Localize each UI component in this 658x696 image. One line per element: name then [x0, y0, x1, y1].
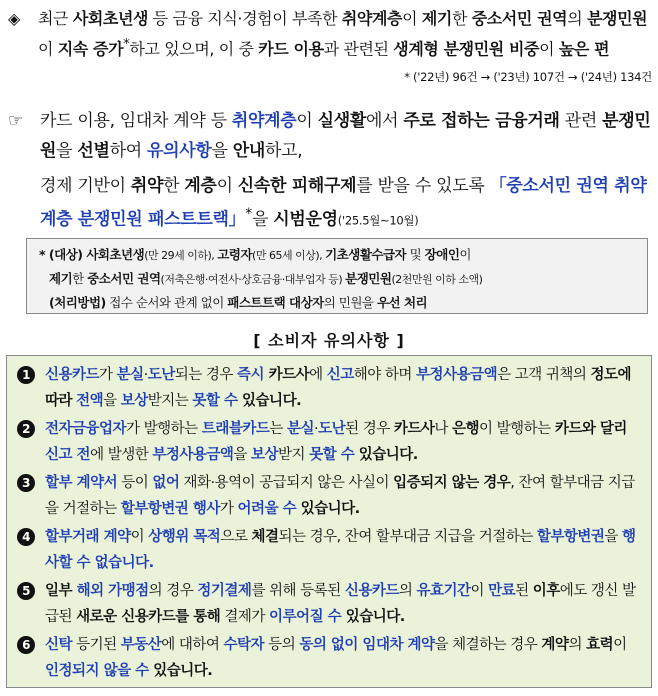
summary-text: 최근 사회초년생 등 금융 지식·경험이 부족한 취약계층이 제기한 중소서민 권역의 분쟁민원이 지속 증가*하고 있으며, 이 중 카드 이용과 관련된 생계형 분쟁민원 비중이 높은 편 * ('22년) 96건 → ('23년) 107건 → ('24년) 134건: [38, 6, 652, 62]
tip-item-3: 3 할부 계약서 등이 없어 재화·용역이 공급되지 않은 사실이 입증되지 않는 경우, 잔여 할부대금 지급을 거절하는 할부항변권 행사가 어려울 수 있습니다.: [15, 470, 643, 522]
note-method-line: (처리방법) 접수 순서와 관계 없이 패스트트랙 대상자의 민원을 우선 처리: [49, 295, 428, 310]
number-badge-icon: 1: [17, 366, 35, 384]
number-badge-icon: 4: [17, 528, 35, 546]
note-target-line: * (대상) 사회초년생(만 29세 이하), 고령자(만 65세 이상), 기초생활수급자 및 장애인이: [39, 247, 471, 262]
stats-footnote: * ('22년) 96건 → ('23년) 107건 → ('24년) 134건: [404, 70, 652, 85]
note-target-line-2: 제기한 중소서민 권역(저축은행·여전사·상호금융·대부업자 등) 분쟁민원(2천만원 이하 소액): [49, 271, 483, 286]
tip-item-2: 2 전자금융업자가 발행하는 트래블카드는 분실·도난된 경우 카드사나 은행이 발행하는 카드와 달리 신고 전에 발생한 부정사용금액을 보상받지 못할 수 있습니다.: [15, 416, 643, 468]
guidance-text: 카드 이용, 임대차 계약 등 취약계층이 실생활에서 주로 접하는 금융거래 관련 분쟁민원을 선별하여 유의사항을 안내하고,: [40, 111, 651, 161]
diamond-bullet-icon: ◈: [8, 9, 20, 28]
tip-item-5: 5 일부 해외 가맹점의 경우 정기결제를 위해 등록된 신용카드의 유효기간이 만료된 이후에도 갱신 발급된 새로운 신용카드를 통해 결제가 이루어질 수 있습니다.: [15, 578, 643, 630]
tip-item-4: 4 할부거래 계약이 상행위 목적으로 체결되는 경우, 잔여 할부대금 지급을 거절하는 할부항변권을 행사할 수 없습니다.: [15, 524, 643, 576]
tip-item-1: 1 신용카드가 분실·도난되는 경우 즉시 카드사에 신고해야 하며 부정사용금액은 고객 귀책의 정도에 따라 전액을 보상받지는 못할 수 있습니다.: [15, 362, 643, 414]
tip-item-6: 6 신탁 등기된 부동산에 대하여 수탁자 등의 동의 없이 임대차 계약을 체결하는 경우 계약의 효력이 인정되지 않을 수 있습니다.: [15, 632, 643, 684]
number-badge-icon: 6: [17, 636, 35, 654]
pointing-hand-icon: ☞: [8, 111, 23, 131]
guidance-paragraph: [8, 106, 652, 166]
fasttrack-note-box: [26, 238, 648, 314]
number-badge-icon: 3: [17, 474, 35, 492]
summary-paragraph: [8, 6, 652, 90]
consumer-notice-title: [ 소비자 유의사항 ]: [253, 331, 405, 350]
pilot-period: ('25.5월~10월): [337, 213, 419, 228]
fasttrack-paragraph: 경제 기반이 취약한 계층이 신속한 피해구제를 받을 수 있도록 「중소서민 권역 취약계층 분쟁민원 패스트트랙」*을 시범운영('25.5월~10월): [40, 176, 647, 230]
number-badge-icon: 5: [17, 582, 35, 600]
consumer-notice-box: [6, 355, 652, 688]
number-badge-icon: 2: [17, 420, 35, 438]
fasttrack-program-name: 「중소서민 권역 취약계층 분쟁민원 패스트트랙」: [40, 176, 647, 230]
